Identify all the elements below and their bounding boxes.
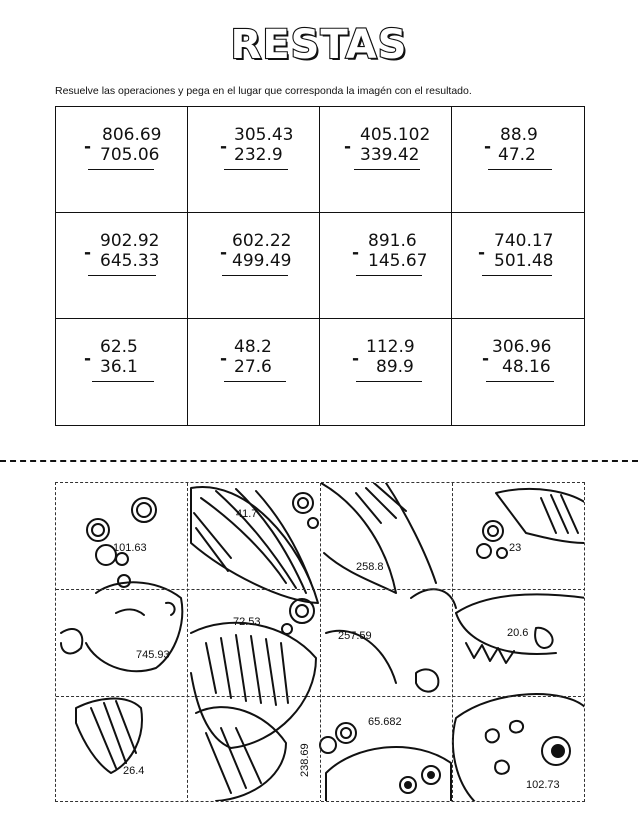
subtrahend: 232.9 [234,145,283,165]
answer-line [356,381,422,382]
piece-divider [56,696,585,697]
answer-line [356,275,422,276]
subtrahend: 27.6 [234,357,272,377]
subtrahend: 89.9 [376,357,414,377]
subtrahend: 36.1 [100,357,138,377]
operations-grid [55,106,585,426]
piece-answer: 101.63 [113,542,147,554]
operation-cell [320,213,452,319]
answer-line [222,275,288,276]
minuend: 806.69 [102,125,162,145]
minuend: 88.9 [500,125,538,145]
minus-sign: - [220,243,228,263]
minuend: 62.5 [100,337,138,357]
minuend: 48.2 [234,337,272,357]
subtrahend: 645.33 [100,251,160,271]
puzzle-picture [55,482,585,802]
subtrahend: 145.67 [368,251,428,271]
operation-cell [56,213,188,319]
subtrahend: 48.16 [502,357,551,377]
minus-sign: - [482,349,490,369]
minuend: 112.9 [366,337,415,357]
subtrahend: 705.06 [100,145,160,165]
subtrahend: 499.49 [232,251,292,271]
operation-cell [320,107,452,213]
operation-cell [188,319,320,425]
answer-line [488,169,552,170]
operation-cell [452,213,584,319]
minuend: 891.6 [368,231,417,251]
minus-sign: - [84,243,92,263]
answer-line [88,275,156,276]
subtrahend: 339.42 [360,145,420,165]
answer-line [92,381,154,382]
piece-answer: 258.8 [356,561,384,573]
operation-cell [452,319,584,425]
subtrahend: 47.2 [498,145,536,165]
operation-cell [56,319,188,425]
minuend: 740.17 [494,231,554,251]
subtrahend: 501.48 [494,251,554,271]
page-title: RESTAS [230,22,408,68]
operation-cell [452,107,584,213]
minus-sign: - [352,243,360,263]
minus-sign: - [352,349,360,369]
piece-answer: 23 [509,542,522,554]
piece-answer: 238.69 [299,743,311,777]
piece-answer: 65.682 [368,716,402,728]
piece-answer: 745.93 [136,649,170,661]
operation-cell [188,213,320,319]
minuend: 306.96 [492,337,552,357]
operation-cell [188,107,320,213]
answer-line [88,169,154,170]
piece-answer: 257.59 [338,630,372,642]
operation-cell [56,107,188,213]
piece-answer: 26.4 [123,765,145,777]
minus-sign: - [84,137,92,157]
answer-line [486,381,554,382]
minuend: 902.92 [100,231,160,251]
minus-sign: - [84,349,92,369]
piece-answer: 20.6 [507,627,529,639]
operation-cell [320,319,452,425]
minus-sign: - [220,137,228,157]
answer-line [224,169,288,170]
minuend: 405.102 [360,125,431,145]
piece-answer: 72.53 [233,616,261,628]
minuend: 602.22 [232,231,292,251]
cut-line [0,460,638,462]
minus-sign: - [344,137,352,157]
instructions-text: Resuelve las operaciones y pega en el lugar que corresponda la imagén con el resultado. [55,85,472,97]
piece-answer: 41.7 [236,508,258,520]
answer-line [224,381,286,382]
answer-line [482,275,552,276]
piece-answer: 102.73 [526,779,560,791]
piece-divider [187,483,188,802]
minus-sign: - [478,243,486,263]
minuend: 305.43 [234,125,294,145]
piece-divider [56,589,585,590]
answer-line [354,169,420,170]
piece-divider [320,483,321,802]
minus-sign: - [484,137,492,157]
piece-divider [452,483,453,802]
minus-sign: - [220,349,228,369]
